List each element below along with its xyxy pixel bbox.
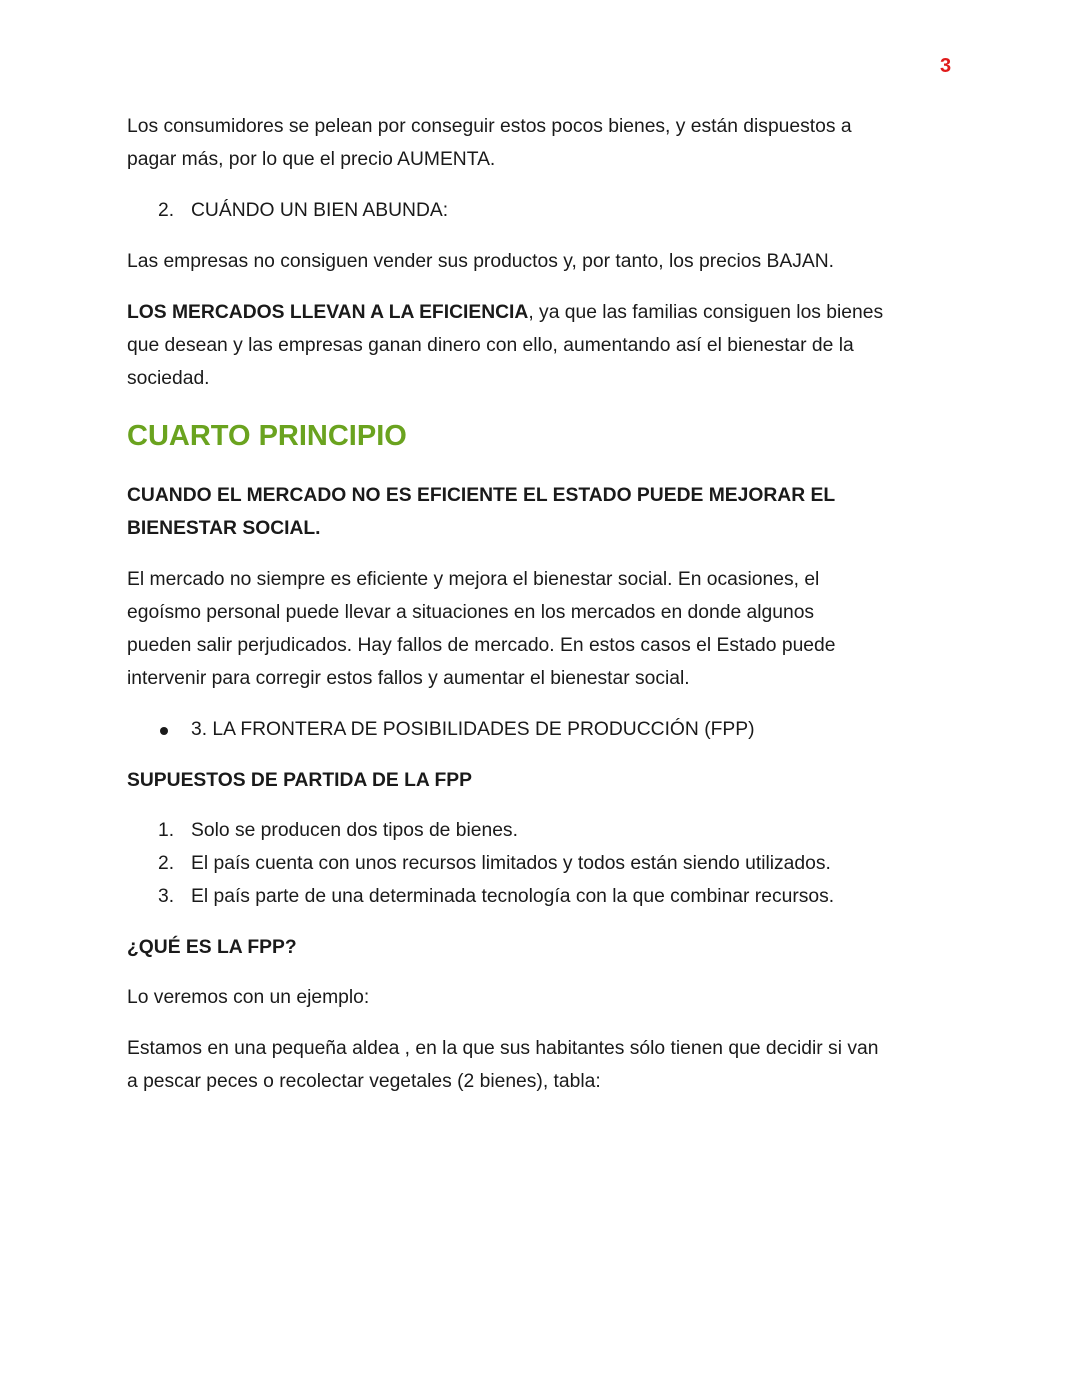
subheading-line: CUANDO EL MERCADO NO ES EFICIENTE EL ESTADO PUEDE MEJORAR EL <box>127 485 836 506</box>
supuestos-title: SUPUESTOS DE PARTIDA DE LA FPP <box>127 770 472 791</box>
paragraph-line: Estamos en una pequeña aldea , en la que sus habitantes sólo tienen que decidir si van <box>127 1038 879 1059</box>
paragraph-line: egoísmo personal puede llevar a situaciones en los mercados en donde algunos <box>127 602 815 623</box>
paragraph-line: Las empresas no consiguen vender sus productos y, por tanto, los precios BAJAN. <box>127 251 834 272</box>
list-item: CUÁNDO UN BIEN ABUNDA: <box>191 200 449 221</box>
page-number: 3 <box>940 55 952 77</box>
text: , ya que las familias consiguen los bienes <box>528 302 884 323</box>
paragraph-line: pagar más, por lo que el precio AUMENTA. <box>127 149 496 170</box>
list-item: El país cuenta con unos recursos limitados y todos están siendo utilizados. <box>191 853 831 874</box>
list-item: Solo se producen dos tipos de bienes. <box>191 820 518 841</box>
bullet-item: 3. LA FRONTERA DE POSIBILIDADES DE PRODUCCIÓN (FPP) <box>191 719 755 740</box>
list-marker: 1. <box>158 820 175 841</box>
paragraph-line: pueden salir perjudicados. Hay fallos de mercado. En estos casos el Estado puede <box>127 635 836 656</box>
bold-text: LOS MERCADOS LLEVAN A LA EFICIENCIA <box>127 302 529 323</box>
list-marker: 2. <box>158 853 175 874</box>
bullet-icon <box>160 727 168 735</box>
paragraph-line <box>127 301 883 325</box>
list-marker: 2. <box>158 200 175 221</box>
que-es-title: ¿QUÉ ES LA FPP? <box>127 937 297 958</box>
paragraph-line: intervenir para corregir estos fallos y aumentar el bienestar social. <box>127 668 690 689</box>
paragraph-line: sociedad. <box>127 368 210 389</box>
paragraph-line: Los consumidores se pelean por conseguir estos pocos bienes, y están dispuestos a <box>127 116 852 137</box>
subheading-line: BIENESTAR SOCIAL. <box>127 518 321 539</box>
list-item: El país parte de una determinada tecnología con la que combinar recursos. <box>191 886 835 907</box>
paragraph-line: a pescar peces o recolectar vegetales (2 bienes), tabla: <box>127 1071 601 1092</box>
paragraph-line: El mercado no siempre es eficiente y mejora el bienestar social. En ocasiones, el <box>127 569 820 590</box>
section-heading: CUARTO PRINCIPIO <box>127 420 407 452</box>
list-marker: 3. <box>158 886 175 907</box>
paragraph-line: que desean y las empresas ganan dinero con ello, aumentando así el bienestar de la <box>127 335 854 356</box>
paragraph-line: Lo veremos con un ejemplo: <box>127 987 370 1008</box>
